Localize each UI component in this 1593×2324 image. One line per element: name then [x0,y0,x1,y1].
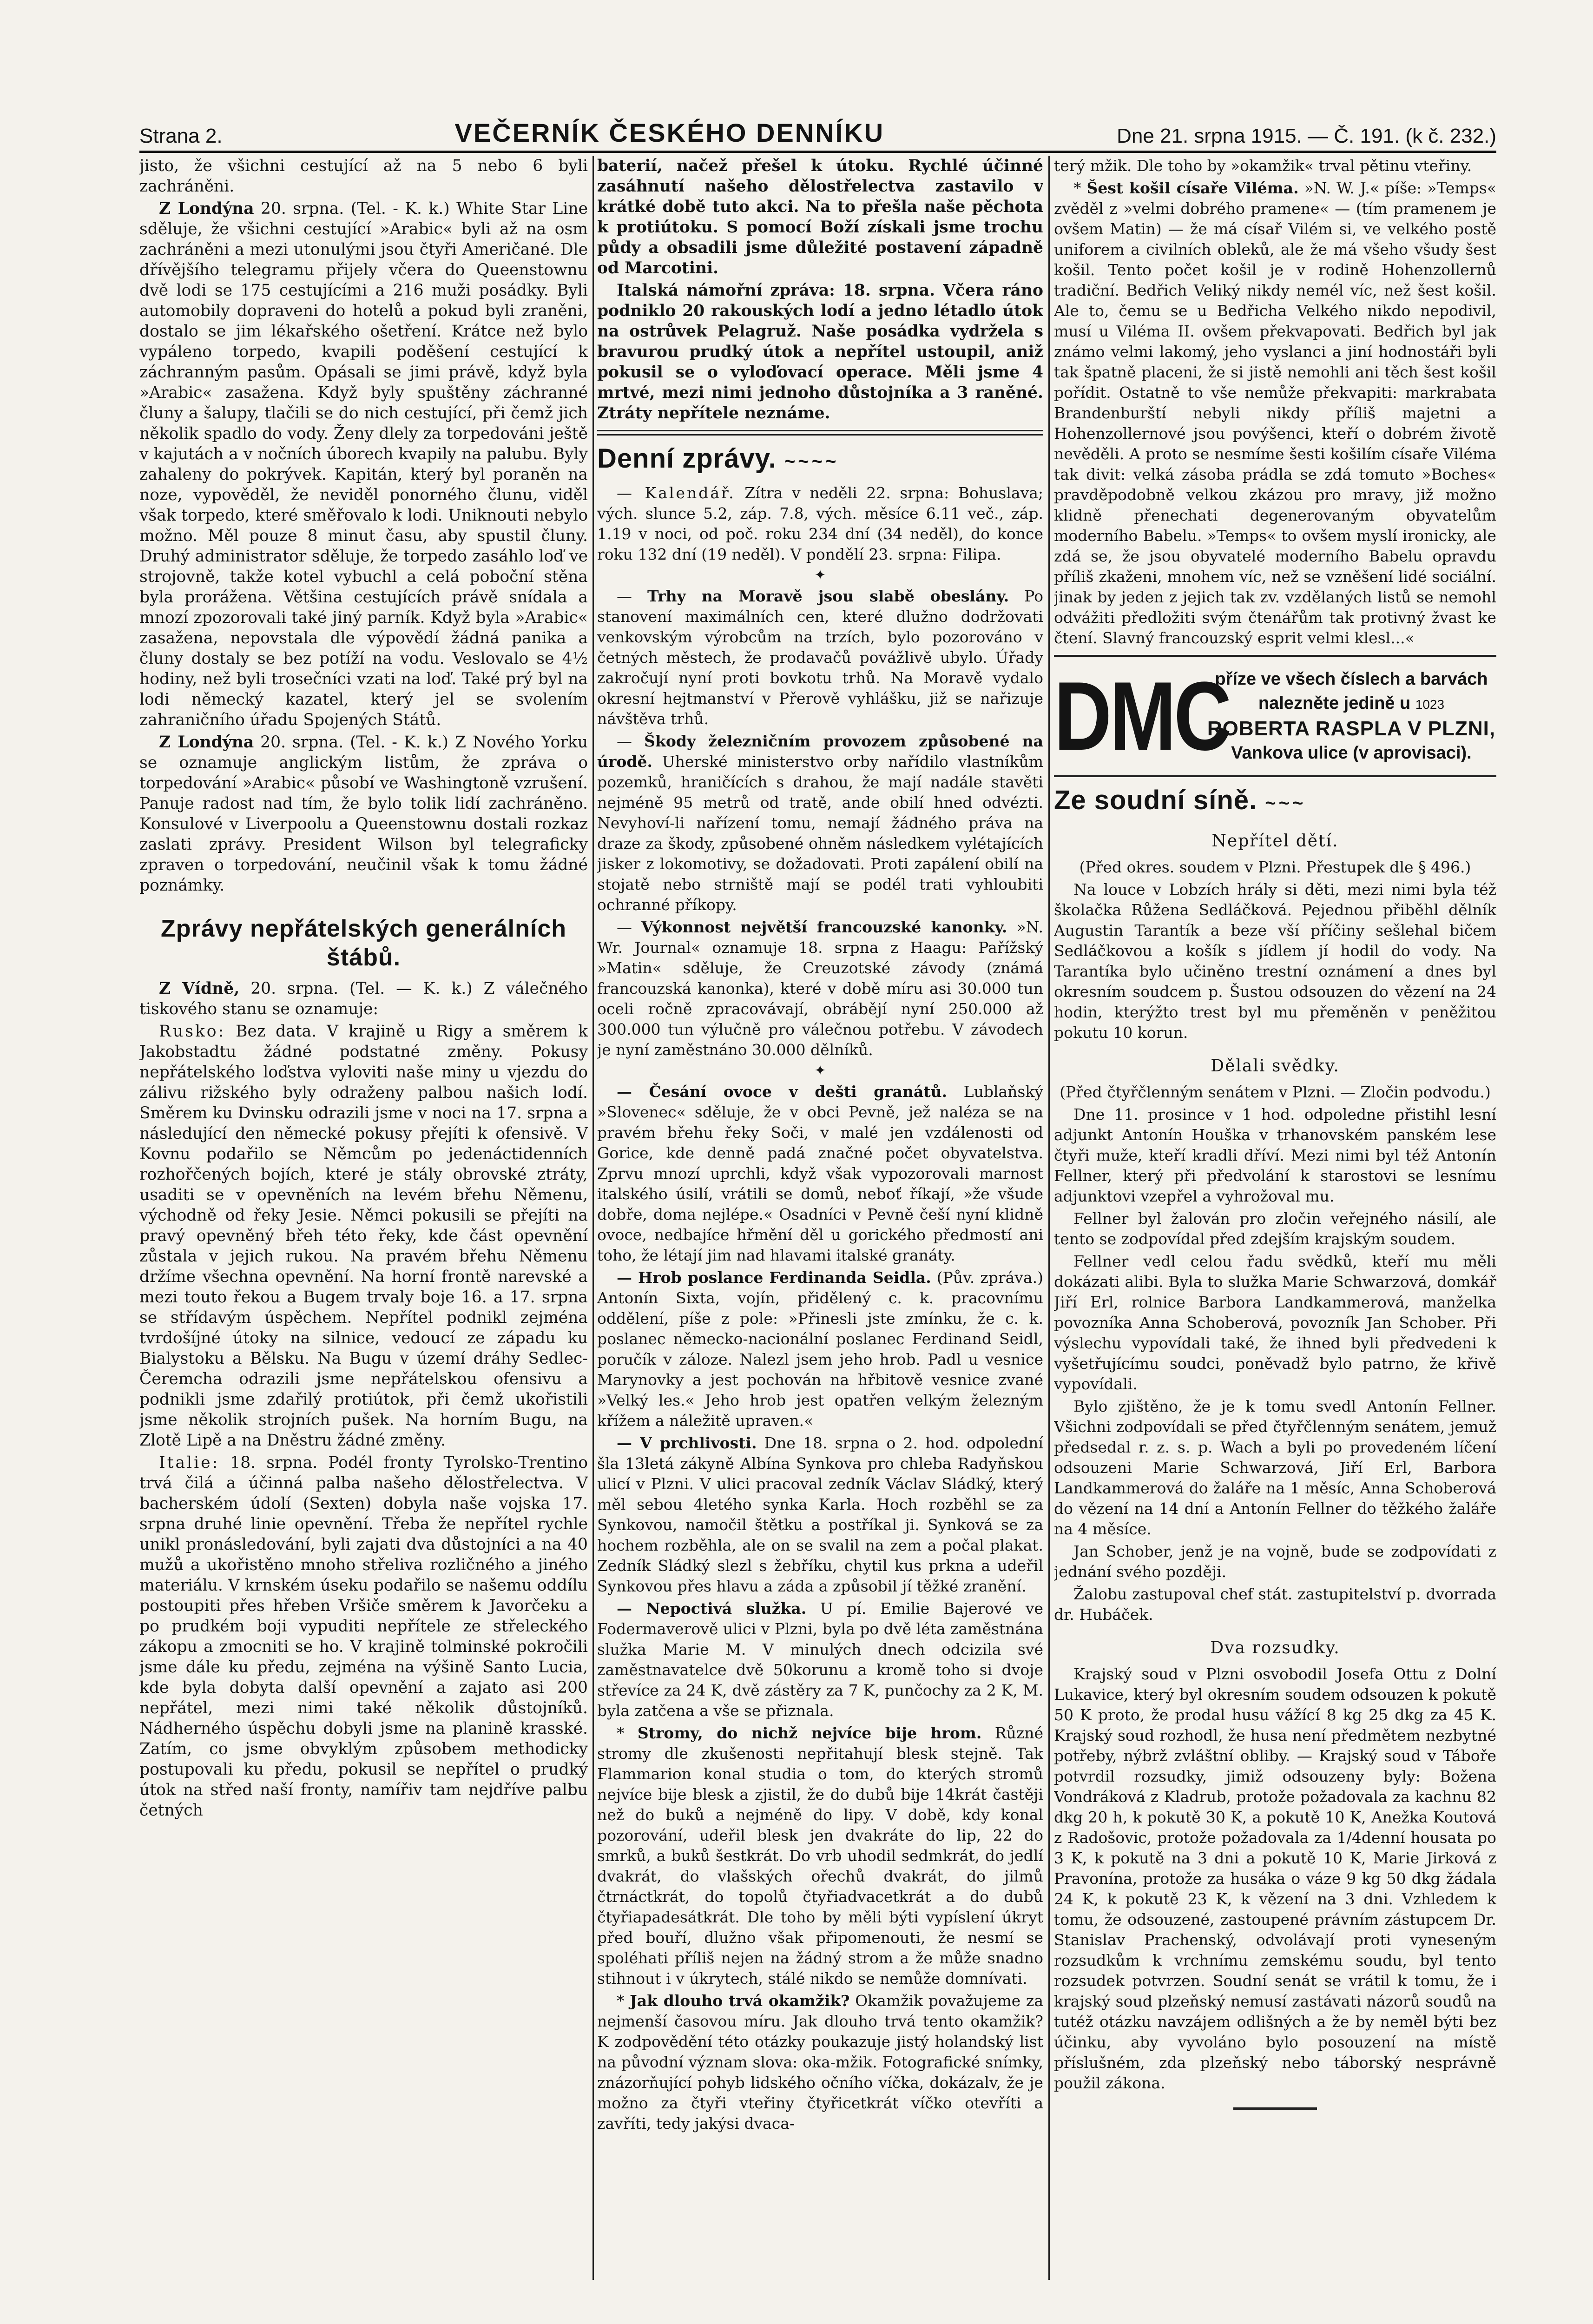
item-lead: Škody železničním provozem způsobené na úrodě. [597,732,1043,771]
paragraph-text: Uherské ministerstvo orby nařídilo vlastníkům pozemků, hraničících s drahou, že mají nadále stavěti nejméně 95 metrů od tratě, ande obilí hned odvézti. Nevyhoví-li nařízení tomu, nemají žádného práva na draze za škody, způsobené ohněm následkem vylétajících jisker z lokomotivy, se dožadovati. Proti zapálení obilí na stojatě nebo strniště mají se podél trati vyhloubiti ochranné příkopy. [597,753,1043,914]
article-paragraph: * Stromy, do nichž nejvíce bije hrom. Různé stromy dle zkušenosti nepřitahují blesk stejně. Tak Flammarion konal studia o tom, do kterých stromů nejvíce bije blesk a zjistil, že do dubů bije 14krát častěji než do buků a nejméně do lipy. V době, kdy konal pozorování, udeřil blesk jen dvakráte do lip, 22 do smrků, a buků šestkrát. Do vrb uhodil sedmkrát, do jedlí dvakrát, do vlašských ořechů dvakrát, do jilmů čtrnáctkrát, do topolů čtyřiadvacetkrát a do dubů čtyřiapadesátkrát. Dle toho by měli býti vypíslení úkryt před bouří, dlužno však připomenouti, že nesmí se spoléhati příliš nejen na žádný strom a že může snadno stihnout i v úkrytech, stálé nikdo se nemůže domnívati. [597,1724,1043,1987]
advertisement [1054,655,1496,777]
paragraph-text: Různé stromy dle zkušenosti nepřitahují blesk stejně. Tak Flammarion konal studia o tom, do kterých stromů nejvíce bije blesk a zjistil, že do dubů bije 14krát častěji než do buků a nejméně do lipy. V době, kdy konal pozorování, udeřil blesk jen dvakráte do lip, 22 do smrků, a buků šestkrát. Do vrb uhodil sedmkrát, do jedlí dvakrát, do vlašských ořechů dvakrát, do jilmů čtrnáctkrát, do topolů čtyřiadvacetkrát a do dubů čtyřiapadesátkrát. Dle toho by měli býti vypíslení úkryt před bouří, dlužno však připomenouti, že nesmí se spoléhati příliš nejen na žádný strom a že může snadno stihnout i v úkrytech, stálé nikdo se nemůže domnívati. [597,1724,1043,1987]
newspaper-title: VEČERNÍK ČESKÉHO DENNÍKU [454,118,885,147]
article-paragraph [139,1021,588,1451]
article-paragraph: Fellner vedl celou řadu svědků, kteří mu měli dokázati alibi. Byla to služka Marie Schwarzová, domkář Jiří Erl, rolnice Barbora Landkammerová, manželka povozníka Anna Schoberová, povozník Jan Schober. Při výslechu vypovídali také, že ihned byli předvedeni k vyšetřujícímu soudci, poněvadž bylo patrno, že křivě vypovídali. [1054,1252,1496,1393]
paragraph-text: 20. srpna. (Tel. — K. k.) Z válečného tiskového stanu se oznamuje: [139,979,588,1018]
item-lead: Výkonnost největší francouzské kanonky. [641,918,1007,936]
end-rule [1233,2107,1317,2110]
front-name: Rusko: [159,1022,226,1041]
masthead [139,111,1496,153]
star-divider-icon: ✦ [814,1063,826,1079]
dateline: Z Vídně, [159,979,240,998]
court-note: (Před okres. soudem v Plzni. Přestupek dle § 496.) [1079,858,1471,876]
paragraph-text: 18. srpna. Podél fronty Tyrolsko-Trentino trvá čilá a účinná palba našeho dělostřelectva. V bacherském údolí (Sexten) dobyla naše vojska 17. srpna druhé linie opevnění. Třeba že nepřítel rychle unikl pronásledování, byli zajati dva důstojníci a na 40 mužů a ukořistěno mnoho střeliva rozličného a jiného materiálu. V krnském úseku podařilo se našemu oddílu postoupiti přes hřeben Vršiče směrem k Javorčeku a po prudkém boji vypuditi nepřítele ze střeleckého zákopu a zmocniti se ho. V krajině tolminské pokročili jsme dále ku předu, zejména na výšině Santo Lucia, kde byla dobyta další opevnění a zajato asi 200 nepřátel, mezi nimi také několik důstojníků. Nádherného úspěchu dobyli jsme na planině krasské. Zatím, co jsme obvyklým způsobem methodicky postupovali ku předu, pokusil se nepřítel o prudký útok na střed naší fronty, namířiv tam nejdříve palbu četných [139,1453,588,1820]
item-lead: — Česání ovoce v dešti granátů. [617,1083,948,1101]
article-paragraph: jisto, že všichni cestující až na 5 nebo 6 byli zachráněni. [139,157,588,196]
paragraph-text: U pí. Emilie Bajerové ve Fodermaverově ulici v Plzni, byla po dvě léta zaměstnána služka Marie M. V minulých dnech odcizila své zaměstnavatelce dvě 50korunu a kromě toho si dvoje střevíce za 24 K, dvě zástěry za 7 K, punčochy za 2 K, M. byla zatčena a vše se přiznala. [597,1599,1043,1720]
paragraph-text: »N. Wr. Journal« oznamuje 18. srpna z Haagu: Pařížský »Matin« sděluje, že Creuzotské závody (známá francouzská kanonka), které v době míru asi 30.000 tun oceli ročně zpracovávají, obrábějí nyní 250.000 až 300.000 tun výlučně pro válečnou potřebu. V závodech je nyní zaměstnáno 30.000 dělníků. [597,918,1043,1059]
article-paragraph: Dne 11. prosince v 1 hod. odpoledne přistihl lesní adjunkt Antonín Houška v trhanovském panském lese čtyři muže, kteří kradli dříví. Mezi nimi byl též Antonín Fellner, který při předvolání k starostovi se lesnímu adjunktovi vzepřel a vyhrožoval mu. [1054,1105,1496,1205]
ad-text [1206,667,1496,765]
article-paragraph [139,1452,588,1821]
ad-logo: DMC [1054,661,1230,771]
item-lead: Jak dlouho trvá okamžik? [630,1992,850,2010]
column-3 [1054,156,1496,2280]
paragraph-text: 20. srpna. (Tel. - K. k.) White Star Line sděluje, že všichni cestující »Arabic« byli až na osm zachráněni a mezi utonulými jsou čtyři Američané. Dle dřívějšího telegramu přijely včera do Queenstownu dvě lodi se 175 cestujícími a 216 muži posádky. Byli automobily dopraveni do hotelů a pokud byli zraněni, dostalo se jim lékařského ošetření. Krátce než bylo vypáleno torpedo, kvapili poděšení cestující k záchranným pasům. Opásali se jimi právě, když byla »Arabic« zasažena. Když byly spuštěny záchranné čluny a šalupy, tlačili se do nich cestující, při čemž jich několik spadlo do vody. Ženy dlely za torpedováni ještě v kajutách a v nočních úborech kvapily na palubu. Byly zahaleny do pokrývek. Kapitán, který byl poraněn na noze, vypověděl, že neviděl ponorného člunu, viděl však torpedo, které směřovalo k lodi. Uniknouti nebylo možno. Měl pouze 8 minut času, aby spustil čluny. Druhý administrator sděluje, že torpedo zasáhlo loď ve strojovně, takže kotel vybuchl a celá poboční stěna byla prorážena. Většina cestujících právě snídala a mnozí zpozorovali také jiný parník. Když byla »Arabic« zasažena, nepovstala dle výpovědí žádná panika a čluny dostaly se bez potíží na vodu. Veslovalo se 4½ hodiny, než byli trosečníci vzati na loď. Také prý byl na lodi německý kazatel, který jel se svolením zahraničního úřadu Spojených Států. [139,199,588,729]
article-paragraph [139,978,588,1019]
item-lead: — V prchlivosti. [617,1434,757,1452]
article-paragraph [139,732,588,896]
ad-line [1206,691,1496,717]
article-paragraph [597,1433,1043,1597]
article-headline: Dělali svědky. [1211,1056,1340,1076]
item-lead: — Hrob poslance Ferdinanda Seidla. [617,1268,931,1287]
section-ornament: ~~~ [1265,793,1306,813]
divider [597,430,1043,436]
ad-line: příze ve všech číslech a barvách [1215,669,1488,689]
section-title [597,444,1043,476]
item-lead: — Nepoctivá služka. [617,1599,807,1618]
paragraph-text: (Pův. zpráva.) Antonín Sixta, vojín, přidělený c. k. pracovnímu oddělení, píše z pole: »Přinesli jste zmínku, že c. k. poslanec německo-nacionální poslanec Ferdinand Seidl, poručík v záloze. Nalezl jsem jeho hrob. Padl u vesnice Marynovky a jest pochován na hřbitově vesnice zvané »Velký les.« Jeho hrob jest opatřen velkým železným křížem a náležitě upraven.« [597,1268,1043,1430]
article-paragraph: Fellner byl žalován pro zločin veřejného násilí, ale tento se zodpovídal před zdejším krajským soudem. [1054,1209,1496,1248]
ad-line: ROBERTA RASPLA V PLZNI, [1207,717,1496,740]
column-1 [139,156,588,2280]
paragraph-text: 18. srpna. Včera ráno podniklo 20 rakouských lodí a jedno létadlo útok na ostrůvek Pelagruž. Naše posádka vydržela s bravurou prudký útok a nepřítel ustoupil, aniž pokusil se o vyloďovací operace. Měli jsme 4 mrtvé, mezi nimi jednoho důstojníka a 3 raněné. Ztráty nepřítele neznáme. [597,281,1043,423]
column-rule [1048,156,1050,2280]
column-2 [597,156,1043,2280]
star-divider-icon: ✦ [814,567,826,583]
ad-line-text: nalezněte jedině u [1258,693,1411,713]
item-lead: Stromy, do nichž nejvíce bije hrom. [637,1724,982,1742]
ad-line: Vankova ulice (v aprovisaci). [1231,743,1472,763]
front-name: Italie: [159,1453,220,1472]
article-paragraph: — Výkonnost největší francouzské kanonky. »N. Wr. Journal« oznamuje 18. srpna z Haagu: Pařížský »Matin« sděluje, že Creuzotské závody (známá francouzská kanonka), které v době míru asi 30.000 tun oceli ročně zpracovávají, obrábějí nyní 250.000 až 300.000 tun výlučně pro válečnou potřebu. V závodech je nyní zaměstnáno 30.000 dělníků. [597,918,1043,1059]
article-paragraph [597,1598,1043,1721]
paragraph-text: Dne 18. srpna o 2. hod. odpolední šla 13letá zákyně Albína Synkova pro chleba Radyňskou ulicí v Plzni. V ulici pracoval zedník Václav Sládký, který měl sebou 4letého synka Karla. Hoch rozběhl se za Synkovou, namočil štětku a postříkal ji. Synková se za hochem rozběhla, ale on se svalil na zem a počal plakat. Zedník Sládký slezl s žebříku, chytil kus prkna a udeřil Synkovou přes hlavu a záda a způsobil jí těžké zranění. [597,1434,1043,1595]
paragraph-text: »N. W. J.« píše: »Temps« zvěděl z »velmi dobrého pramene« — (tím pramenem je ovšem Matin) — že má císař Vilém si, ve velkého postě uniforem a civilních obleků, ale že má všeho všudy šest košil. Tento počet košil je v rodině Hohenzollernů tradiční. Bedřich Veliký nikdy nemél víc, než šest košil. Ale to, čemu se u Bedřicha Velkého nikdo nepodivil, musí u Viléma II. ovšem překvapovati. Bedřich byl jak známo velmi lakomý, jeho vyslanci a jiní hodnostáři byli tak špatně placeni, že si jistě nemohli ani těch šest košil pořídit. Ostatně to vše nemůže překvapiti: markrabata Brandenburští nebyli nikdy příliš majetni a Hohenzollernové jsou povýšenci, kteří o dobrém životě nevěděli. A proto se nesmíme šesti košilím císaře Viléma tak divit: velká zásoba prádla se zdá tomuto »Boches« pravděpodobně velkou zkázou pro mravy, již možno klidně přenechati degenerovaným obyvatelům moderního Babelu. »Temps« to ovšem myslí ironicky, ale zdá se, že jsou obyvatelé moderního Babelu opravdu příliš zkaženi, mnohem víc, než se vzněšení lidé sociální. jinak by jeden z jejich tak zv. vzdělaných listů se nemohl odvážiti předložiti svým čtenářům tak protivný žvast ke čtení. Slavný francouzský esprit velmi klesl...« [1054,179,1496,647]
article-paragraph: — Škody železničním provozem způsobené na úrodě. Uherské ministerstvo orby nařídilo vlastníkům pozemků, hraničících s drahou, že mají nadále stavěti nejméně 95 metrů od tratě, ande obilí hned odvézti. Nevyhoví-li nařízení tomu, nemají žádného práva na draze za škody, způsobené ohněm následkem vylétajících jisker z lokomotivy, se dožadovati. Proti zapálení obilí na stojatě nebo strniště mají se podél trati vyhloubiti ochranné příkopy. [597,732,1043,914]
article-paragraph: terý mžik. Dle toho by »okamžik« trval pětinu vteřiny. [1054,157,1472,175]
article-paragraph [597,280,1043,423]
section-ornament: ~~~~ [784,451,839,472]
article-paragraph [139,198,588,730]
article-paragraph: * Šest košil císaře Viléma. »N. W. J.« píše: »Temps« zvěděl z »velmi dobrého pramene« — (tím pramenem je ovšem Matin) — že má císař Vilém si, ve velkého postě uniforem a civilních obleků, ale že má všeho všudy šest košil. Tento počet košil je v rodině Hohenzollernů tradiční. Bedřich Veliký nikdy nemél víc, než šest košil. Ale to, čemu se u Bedřicha Velkého nikdo nepodivil, musí u Viléma II. ovšem překvapovati. Bedřich byl jak známo velmi lakomý, jeho vyslanci a jiní hodnostáři byli tak špatně placeni, že si jistě nemohli ani těch šest košil pořídit. Ostatně to vše nemůže překvapiti: markrabata Brandenburští nebyli nikdy příliš majetni a Hohenzollernové jsou povýšenci, kteří o dobrém životě nevěděli. A proto se nesmíme šesti košilím císaře Viléma tak divit: velká zásoba prádla se zdá tomuto »Boches« pravděpodobně velkou zkázou pro mravy, již možno klidně přenechati degenerovaným obyvatelům moderního Babelu. »Temps« to ovšem myslí ironicky, ale zdá se, že jsou obyvatelé moderního Babelu opravdu příliš zkaženi, mnohem víc, než se vzněšení lidé sociální. jinak by jeden z jejich tak zv. vzdělaných listů se nemohl odvážiti předložiti svým čtenářům tak protivný žvast ke čtení. Slavný francouzský esprit velmi klesl...« [1054,179,1496,647]
article-paragraph [597,483,1043,565]
article-headline: Nepřítel dětí. [1211,832,1339,851]
dateline: Italská námořní zpráva: [617,281,835,300]
section-title [1054,786,1496,818]
court-note: (Před čtyřčlenným senátem v Plzni. — Zločin podvodu.) [1060,1083,1491,1101]
article-headline: Dva rozsudky. [1210,1638,1340,1657]
section-title-text: Ze soudní síně. [1054,785,1257,815]
column-rule [592,156,594,2280]
dateline: Z Londýna [159,733,254,752]
item-lead: — Kalendář. [617,484,736,502]
issue-date: Dne 21. srpna 1915. — Č. 191. (k č. 232.) [1117,125,1496,147]
dateline: Z Londýna [159,199,254,218]
article-paragraph: Jan Schober, jenž je na vojně, bude se zodpovídati z jednání svého později. [1054,1542,1496,1581]
paragraph-text: 20. srpna. (Tel. - K. k.) Z Nového Yorku se oznamuje anglickým listům, že zpráva o torpedování »Arabic« působí ve Washingtoně vzrušení. Panuje radost nad tím, že bylo tolik lidí zachráněno. Konsulové v Liverpoolu a Queenstownu dostali rozkaz zaslati zprávy. President Wilson byl telegraficky zpraven o torpedování, neučinil však k tomu žádné poznámky. [139,733,588,895]
section-title: Zprávy nepřátelských generálních štábů. [160,915,566,971]
item-lead: Šest košil císaře Viléma. [1086,179,1299,197]
article-paragraph: Bylo zjištěno, že je k tomu svedl Antonín Fellner. Všichni zodpovídali se před čtyřčlenným senátem, jemuž předsedal r. z. s. p. Wach a byli po provedeném líčení odsouzeni Marie Schwarzová, Jiří Erl, Barbora Landkammerová do žaláře na 1 měsíc, Anna Schoberová do vězení na 14 dní a Antonín Fellner do těžkého žaláře na 4 měsíce. [1054,1397,1496,1538]
item-lead: Trhy na Moravě jsou slabě obeslány. [647,587,1009,605]
paragraph-text: Po stanovení maximálních cen, které dlužno dodržovati venkovským výrobcům na trzích, bylo pozorováno v četných městech, že prodavačů povážlivě ubylo. Úřady zakročují nyní proti bovkotu trhů. Na Moravě vydalo okresní hejtmanství v Přerově vyhlášku, již se nařizuje návštěva trhů. [597,587,1043,728]
article-paragraph: Na louce v Lobzích hrály si děti, mezi nimi byla též školačka Růžena Sedláčková. Pejednou přiběhl dělník Augustin Tarantík a beze vší příčiny sešlehal bičem Sedláčkovou a košík s jídlem jí hodil do vody. Na Tarantíka bylo učiněno trestní oznámení a dnes byl okresním soudcem p. Šustou odsouzen do vězení na 24 hodin, kterýžto trest byl mu přeměněn v peněžitou pokutu 10 korun. [1054,880,1496,1042]
article-paragraph: — Trhy na Moravě jsou slabě obeslány. Po stanovení maximálních cen, které dlužno dodržovati venkovským výrobcům na trzích, bylo pozorováno v četných městech, že prodavačů povážlivě ubylo. Úřady zakročují nyní proti bovkotu trhů. Na Moravě vydalo okresní hejtmanství v Přerově vyhlášku, již se nařizuje návštěva trhů. [597,587,1043,728]
page-number: Strana 2. [139,125,223,147]
paragraph-text: Zítra v neděli 22. srpna: Bohuslava; vých. slunce 5.2, záp. 7.8, vých. měsíce 6.11 več., záp. 1.19 v noci, od poč. roku 234 dní (34 neděl), do konce roku 132 dní (19 neděl). V pondělí 23. srpna: Filipa. [597,484,1043,563]
article-paragraph: baterií, načež přešel k útoku. Rychlé účinné zasáhnutí našeho dělostřelectva zastavilo v krátké době tuto akci. Na to přešla naše pěchota k protiútoku. S pomocí Boží získali jsme trochu půdy a obsadili jsme důležité postavení západně od Marcotini. [597,157,1043,277]
article-paragraph [597,1268,1043,1431]
article-paragraph [597,1082,1043,1266]
article-paragraph: Krajský soud v Plzni osvobodil Josefa Ottu z Dolní Lukavice, který byl okresním soudem odsouzen k pokutě 50 K proto, že prodal husu vážící 8 kg 25 dkg za 45 K. Krajský soud rozhodl, že husa není předmětem nezbytné potřeby, nýbrž zvláštní obliby. — Krajský soud v Táboře potvrdil rozsudky, jimiž odsouzeny byly: Božena Vondráková z Kladrub, protože požadovala za kachnu 82 dkg 20 h, k pokutě 30 K, a pokutě 10 K, Anežka Koutová z Radošovic, protože požadovala za 1/4denní housata po 3 K, k pokutě na 3 dni a pokutě 10 K, Marie Jirková z Pravonína, protože za husáka o váze 9 kg 50 dkg žádala 24 K, k pokutě 23 K, k vězení na 3 dni. Vzhledem k tomu, že odsouzené, zastoupené právním zástupcem Dr. Stanislav Prachenský, odvolávají proti vyneseným rozsudkům k vrchnímu zemskému soudu, byl tento rozsudek potvrzen. Soudní senát se vrátil k tomu, že i krajský soud plzeňský nemusí zastávati názorů soudů na tutéž otázku navzájem odlišných a že by neměl býti bez účinku, aby vyvoláno bylo posouzení na místě příslušném, zda plzeňský nebo táborský nesprávně použil zákona. [1054,1665,1496,2092]
paragraph-text: Bez data. V krajině u Rigy a směrem k Jakobstadtu žádné podstatné změny. Pokusy nepřátelského loďstva vyloviti naše miny u vjezdu do zálivu rižského byly odraženy palbou našich lodí. Směrem ku Dvinsku odrazili jsme v noci na 17. srpna a následující den německé pokusy přejíti k ofensivě. V Kovnu podařilo se Němcům po jedenáctidenních rozhořčených bojích, které je stály obrovské ztráty, usaditi se v opevněních na levém břehu Němenu, východně od řeky Jesie. Němci pokusili se přejíti na pravý opevněný břeh této řeky, kde část opevnění zůstala v jejich rukou. Na pravém břehu Němenu držíme všechna opevnění. Na horní frontě narevské a mezi touto řekou a Bugem trvaly boje 16. a 17. srpna se střídavým úspěchem. Nepřítel podnikl zejména tvrdošíjné útoky na silnice, vedoucí ze západu ku Bialystoku a Bělsku. Na Bugu v území dráhy Sedlec-Čeremcha odrazili jsme nepřátelskou ofensivu a podnikli jsme zdařilý protiútok, při čemž ukořistili jsme několik strojních pušek. Na horním Bugu, na Zlotě Lipě a na Dněstru žádné změny. [139,1022,588,1450]
article-paragraph: * Jak dlouho trvá okamžik? Okamžik považujeme za nejmenší časovou míru. Jak dlouho trvá tento okamžik? K zodpovědění této otázky poukazuje jistý holandský list na původní význam slova: oka-mžik. Fotografické snímky, znázorňující pohyb lidského očního víčka, dokázalv, že je možno za čtyři vteřiny čtyřicetkrát víčko otevříti a zavříti, tedy jakýsi dvaca- [597,1992,1043,2133]
columns [139,156,1496,2280]
section-title-text: Denní zprávy. [597,443,777,474]
paragraph-text: Okamžik považujeme za nejmenší časovou míru. Jak dlouho trvá tento okamžik? K zodpovědění této otázky poukazuje jistý holandský list na původní význam slova: oka-mžik. Fotografické snímky, znázorňující pohyb lidského očního víčka, dokázalv, že je možno za čtyři vteřiny čtyřicetkrát víčko otevříti a zavříti, tedy jakýsi dvaca- [597,1992,1043,2133]
paragraph-text: Lublaňský »Slovenec« sděluje, že v obci Pevně, jež naléza se na pravém břehu řeky Soči, v malé jen vzdálenosti od Gorice, kde denně padá značné počet obyvatelstva. Zprvu mnozí uprchli, když však vypozorovali marnost italského úsilí, vrátili se domů, neboť říkají, »že všude dobře, doma nejlépe.« Osadníci v Pevně češí nyní klidně ovoce, nedbajíce hřmění děl u gorického předmostí ani toho, že létají jim nad hlavami italské granáty. [597,1083,1043,1264]
article-paragraph: Žalobu zastupoval chef stát. zastupitelství p. dvorrada dr. Hubáček. [1054,1585,1496,1624]
ad-number: 1023 [1415,697,1445,712]
